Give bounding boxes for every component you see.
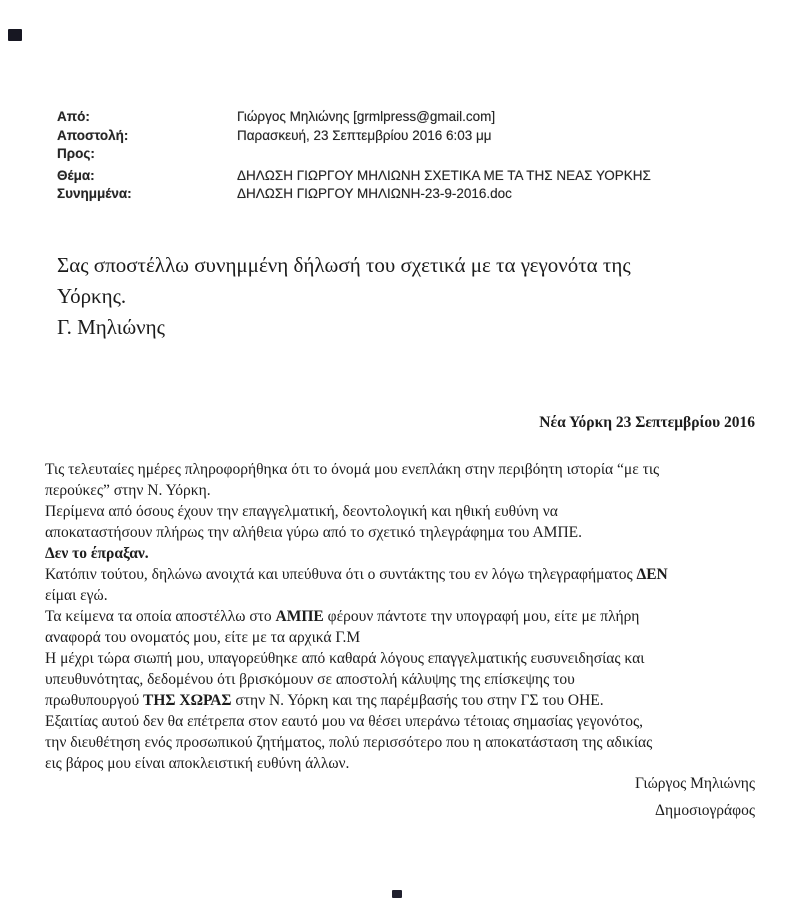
greeting-line: Υόρκης. — [57, 284, 127, 308]
signature-block — [400, 770, 755, 824]
statement-dateline: Νέα Υόρκη 23 Σεπτεμβρίου 2016 — [539, 414, 755, 431]
statement-line: Περίμενα από όσους έχουν την επαγγελματική, δεοντολογική και ηθική ευθύνη να — [45, 503, 558, 520]
scan-artifact-bottom — [392, 890, 402, 898]
statement-line: Η μέχρι τώρα σιωπή μου, υπαγορεύθηκε από καθαρά λόγους επαγγελματικής ευσυνειδησίας και — [45, 650, 645, 667]
statement-line: αναφορά του ονοματός μου, είτε με τα αρχικά Γ.Μ — [45, 629, 361, 646]
statement-line: Δεν το έπραξαν. — [45, 545, 149, 562]
subject-value: ΔΗΛΩΣΗ ΓΙΩΡΓΟΥ ΜΗΛΙΩΝΗ ΣΧΕΤΙΚΑ ΜΕ ΤΑ ΤΗΣ ΝΕΑΣ ΥΟΡΚΗΣ — [237, 167, 651, 183]
header-row-sent — [57, 127, 757, 146]
subject-label: Θέμα: — [57, 167, 95, 183]
statement-line: Κατόπιν τούτου, δηλώνω ανοιχτά και υπεύθυνα ότι ο συντάκτης του εν λόγω τηλεγραφήματος ΔΕΝ — [45, 566, 668, 583]
attachments-label: Συνημμένα: — [57, 186, 132, 201]
sent-value: Παρασκευή, 23 Σεπτεμβρίου 2016 6:03 μμ — [237, 127, 492, 143]
greeting-line: Σας σποστέλλω συνημμένη δήλωσή του σχετικά με τα γεγονότα της — [57, 253, 631, 277]
greeting-line: Γ. Μηλιώνης — [57, 315, 165, 339]
header-row-subject — [57, 167, 757, 186]
to-label: Προς: — [57, 146, 95, 161]
statement-line: πρωθυπουργού ΤΗΣ ΧΩΡΑΣ στην Ν. Υόρκη και της παρέμβασής του στην ΓΣ του ΟΗΕ. — [45, 692, 604, 709]
statement-line: είμαι εγώ. — [45, 587, 108, 604]
statement-line: εις βάρος μου είναι αποκλειστική ευθύνη άλλων. — [45, 755, 350, 772]
header-row-from — [57, 108, 757, 127]
email-body-greeting — [57, 250, 769, 343]
from-label: Από: — [57, 109, 90, 124]
statement-line: την διευθέτηση ενός προσωπικού ζητήματος, πολύ περισσότερο που η αποκατάσταση της αδικίας — [45, 734, 653, 751]
statement-body — [45, 459, 767, 774]
statement-line: Εξαιτίας αυτού δεν θα επέτρεπα στον εαυτό μου να θέσει υπεράνω τέτοιας σημασίας γεγονότος, — [45, 713, 643, 730]
statement-line: αποκαταστήσουν πλήρως την αλήθεια γύρω από το σχετικό τηλεγράφημα του ΑΜΠΕ. — [45, 524, 582, 541]
signature-name: Γιώργος Μηλιώνης — [635, 775, 755, 792]
statement-line: υπευθυνότητας, δεδομένου ότι βρισκόμουν σε αποστολή κάλυψης της επίσκεψης του — [45, 671, 575, 688]
email-header — [57, 108, 757, 204]
statement-line: περούκες” στην Ν. Υόρκη. — [45, 482, 211, 499]
statement-line: Τις τελευταίες ημέρες πληροφορήθηκα ότι το όνομά μου ενεπλάκη στην περιβόητη ιστορία “με τις — [45, 461, 660, 478]
statement-line: Τα κείμενα τα οποία αποστέλλω στο ΑΜΠΕ φέρουν πάντοτε την υπογραφή μου, είτε με πλήρη — [45, 608, 640, 625]
to-value — [237, 145, 757, 164]
scan-artifact-top-left — [8, 29, 22, 41]
header-row-attachments — [57, 185, 757, 204]
from-value: Γιώργος Μηλιώνης [grmlpress@gmail.com] — [237, 109, 496, 124]
signature-title: Δημοσιογράφος — [655, 802, 755, 819]
header-row-to — [57, 145, 757, 164]
sent-label: Αποστολή: — [57, 127, 129, 143]
attachments-value: ΔΗΛΩΣΗ ΓΙΩΡΓΟΥ ΜΗΛΙΩΝΗ-23-9-2016.doc — [237, 186, 512, 201]
